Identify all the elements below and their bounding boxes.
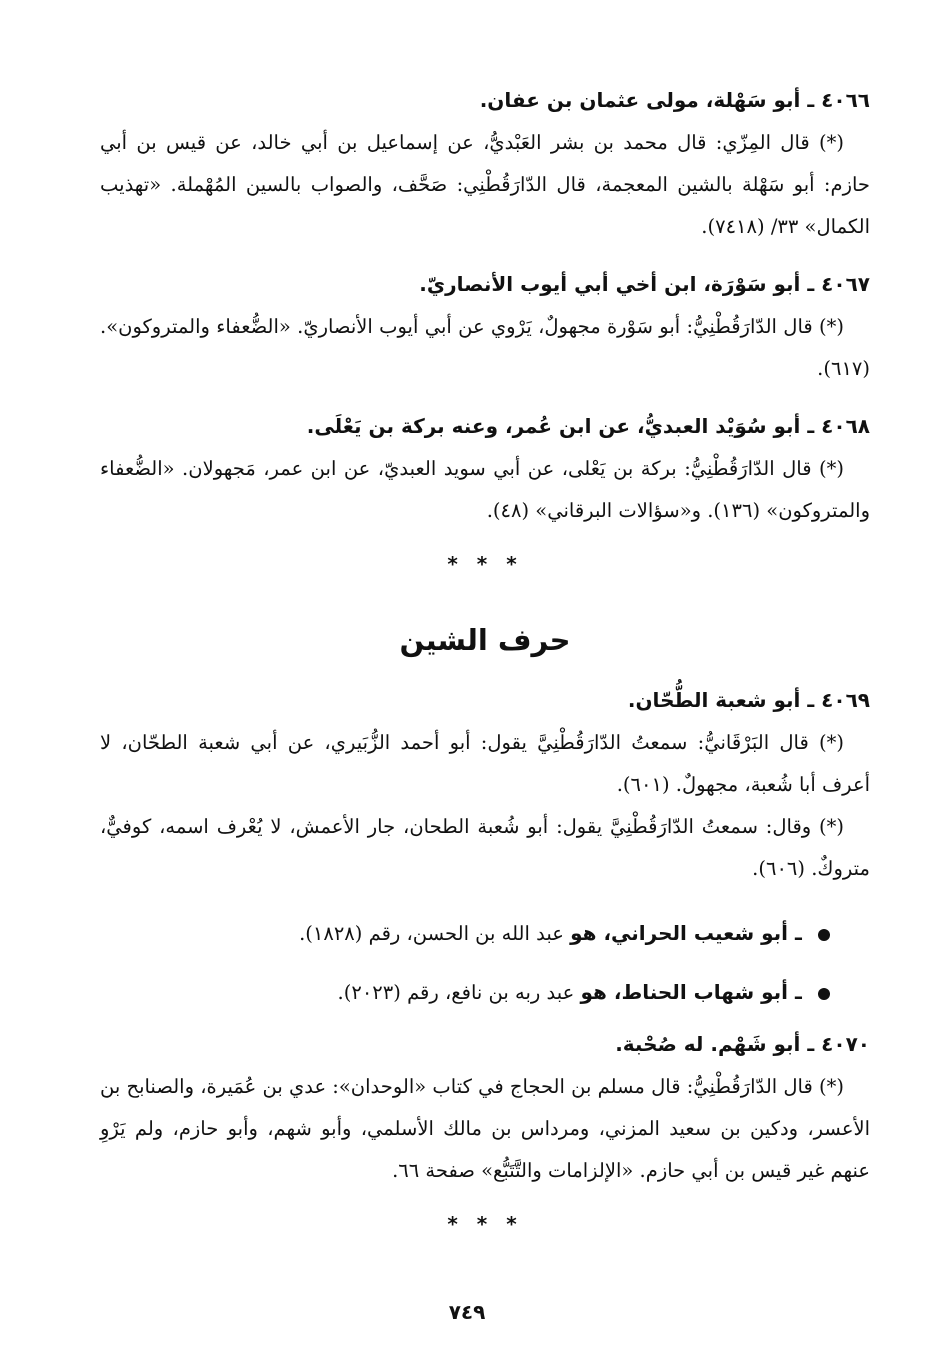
cross-reference-name: ـ أبو شعيب الحراني، هو — [570, 921, 802, 945]
page-body — [100, 78, 870, 1242]
section-separator: * * * — [447, 1212, 523, 1236]
cross-reference — [100, 904, 870, 963]
section-separator: * * * — [447, 552, 523, 576]
entry-4070 — [100, 1022, 870, 1192]
bullet-icon — [818, 929, 830, 941]
chapter-title: حرف الشين — [399, 623, 571, 657]
bullet-icon — [818, 988, 830, 1000]
entry-heading: ٤٠٦٧ ـ أبو سَوْرَة، ابن أخي أبي أيوب الأنصاريّ. — [419, 272, 870, 296]
entry-paragraph: (*) قال المِزّي: قال محمد بن بشر العَبْديُّ، عن إسماعيل بن أبي خالد، عن قيس بن أبي حازم: أبو سَهْلة بالشين المعجمة، قال الدّارَقُطْنِي: صَحَّف، والصواب بالسين المُهْملة. «تهذيب الكمال» ٣٣/ (٧٤١٨). — [100, 131, 870, 238]
entry-4069 — [100, 678, 870, 890]
entry-4068 — [100, 404, 870, 532]
entry-heading: ٤٠٦٩ ـ أبو شعبة الطُّحّان. — [627, 688, 870, 712]
entry-4067 — [100, 262, 870, 390]
entry-paragraph: (*) قال الدّارَقُطْنِيُّ: قال مسلم بن الحجاج في كتاب «الوحدان»: عدي بن عُمَيرة، والصنابح بن الأعسر، ودكين بن سعيد المزني، ومرداس بن مالك الأسلمي، وأبو شهم، وأبو حازم، ولم يَرْوِ عنهم غير قيس بن أبي حازم. «الإلزامات والتَّتَبُّع» صفحة ٦٦. — [100, 1075, 870, 1182]
entry-paragraph: (*) وقال: سمعتُ الدّارَقُطْنِيَّ يقول: أبو شُعبة الطحان، جار الأعمش، لا يُعْرف اسمه، كوفيٌّ، متروكٌ. (٦٠٦). — [100, 815, 870, 880]
entry-paragraph: (*) قال البَرْقَانيُّ: سمعتُ الدّارَقُطْنِيَّ يقول: أبو أحمد الزُّبَيري، عن أبي شعبة الطحّان، لا أعرف أبا شُعبة، مجهولٌ. (٦٠١). — [100, 731, 870, 796]
cross-reference-target: عبد الله بن الحسن، رقم (١٨٢٨). — [299, 922, 564, 945]
cross-reference-list — [100, 904, 870, 1022]
page-number: ٧٤٩ — [448, 1300, 486, 1324]
cross-reference-target: عبد ربه بن نافع، رقم (٢٠٢٣). — [337, 981, 575, 1004]
cross-reference-name: ـ أبو شهاب الحناط، هو — [580, 980, 802, 1004]
entry-paragraph: (*) قال الدّارَقُطْنِيُّ: أبو سَوْرة مجهولٌ، يَرْوي عن أبي أيوب الأنصاريّ. «الضُّعفاء والمتروكون». (٦١٧). — [100, 315, 870, 380]
entry-heading: ٤٠٧٠ ـ أبو شَهْم. له صُحْبة. — [615, 1032, 870, 1056]
entry-heading: ٤٠٦٨ ـ أبو سُوَيْد العبديُّ، عن ابن عُمر، وعنه بركة بن يَعْلَى. — [306, 414, 870, 438]
entry-heading: ٤٠٦٦ ـ أبو سَهْلة، مولى عثمان بن عفان. — [479, 88, 870, 112]
cross-reference — [100, 963, 870, 1022]
entry-4066 — [100, 78, 870, 248]
entry-paragraph: (*) قال الدّارَقُطْنِيُّ: بركة بن يَعْلى، عن أبي سويد العبديّ، عن ابن عمر، مَجهولان. «الضُّعفاء والمتروكون» (١٣٦). و«سؤالات البرقاني» (٤٨). — [100, 457, 870, 522]
